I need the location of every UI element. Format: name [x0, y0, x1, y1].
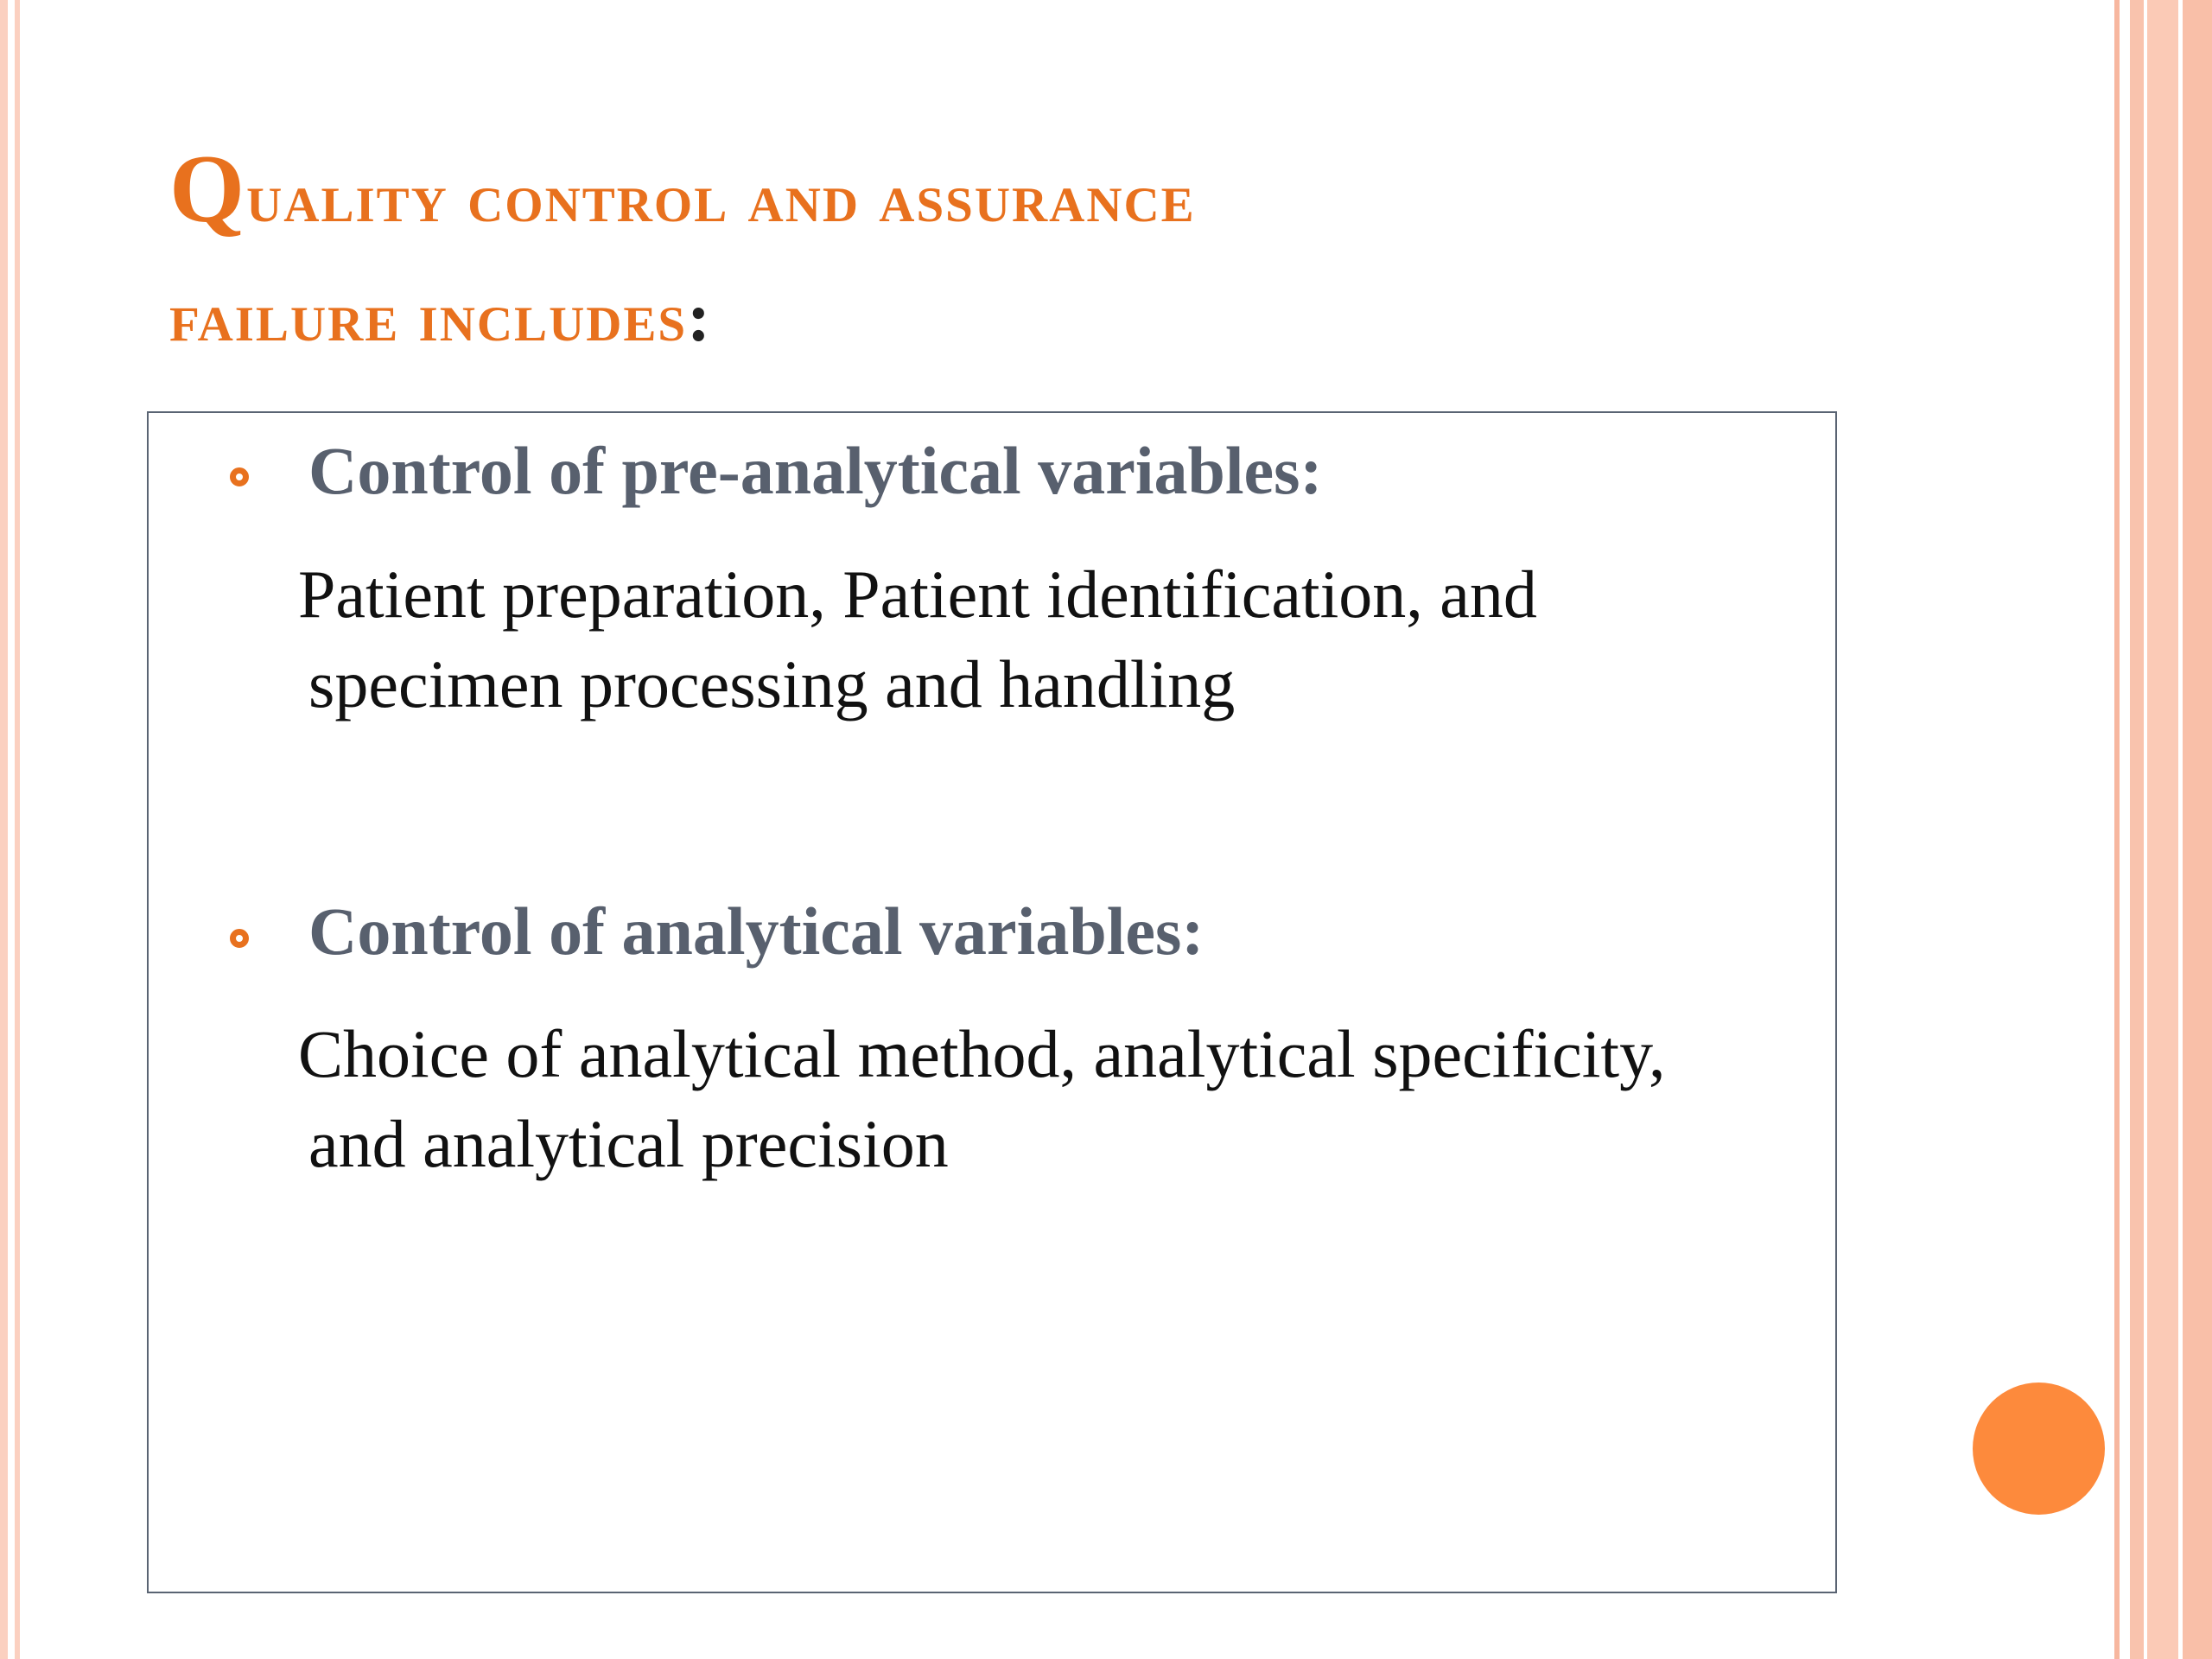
- slide-title: [169, 130, 1897, 377]
- section-text-line: specimen processing and handling: [308, 646, 1236, 721]
- section-text-line: and analytical precision: [308, 1106, 949, 1181]
- left-border-stripe: [0, 0, 8, 1659]
- section-heading-analytical: Control of analytical variables:: [308, 893, 1205, 969]
- right-band-stripe: [2183, 0, 2212, 1659]
- title-line1: uality control and assurance: [246, 159, 1196, 237]
- section-text-line: Patient preparation, Patient identification, and: [298, 556, 1537, 632]
- orange-circle-decoration: [1973, 1382, 2105, 1515]
- section-heading-pre-analytical: Control of pre-analytical variables:: [308, 433, 1323, 508]
- section-text-line: Choice of analytical method, analytical specificity,: [298, 1016, 1666, 1091]
- title-line2: failure includes: [169, 278, 688, 356]
- left-border-stripe-inner: [15, 0, 20, 1659]
- bullet-icon: [230, 467, 249, 486]
- title-first-letter: Q: [169, 136, 247, 243]
- title-colon: :: [687, 278, 713, 356]
- right-band-stripe: [2130, 0, 2144, 1659]
- right-band-stripe: [2147, 0, 2178, 1659]
- right-band-gap: [2120, 0, 2130, 1659]
- bullet-icon: [230, 929, 249, 948]
